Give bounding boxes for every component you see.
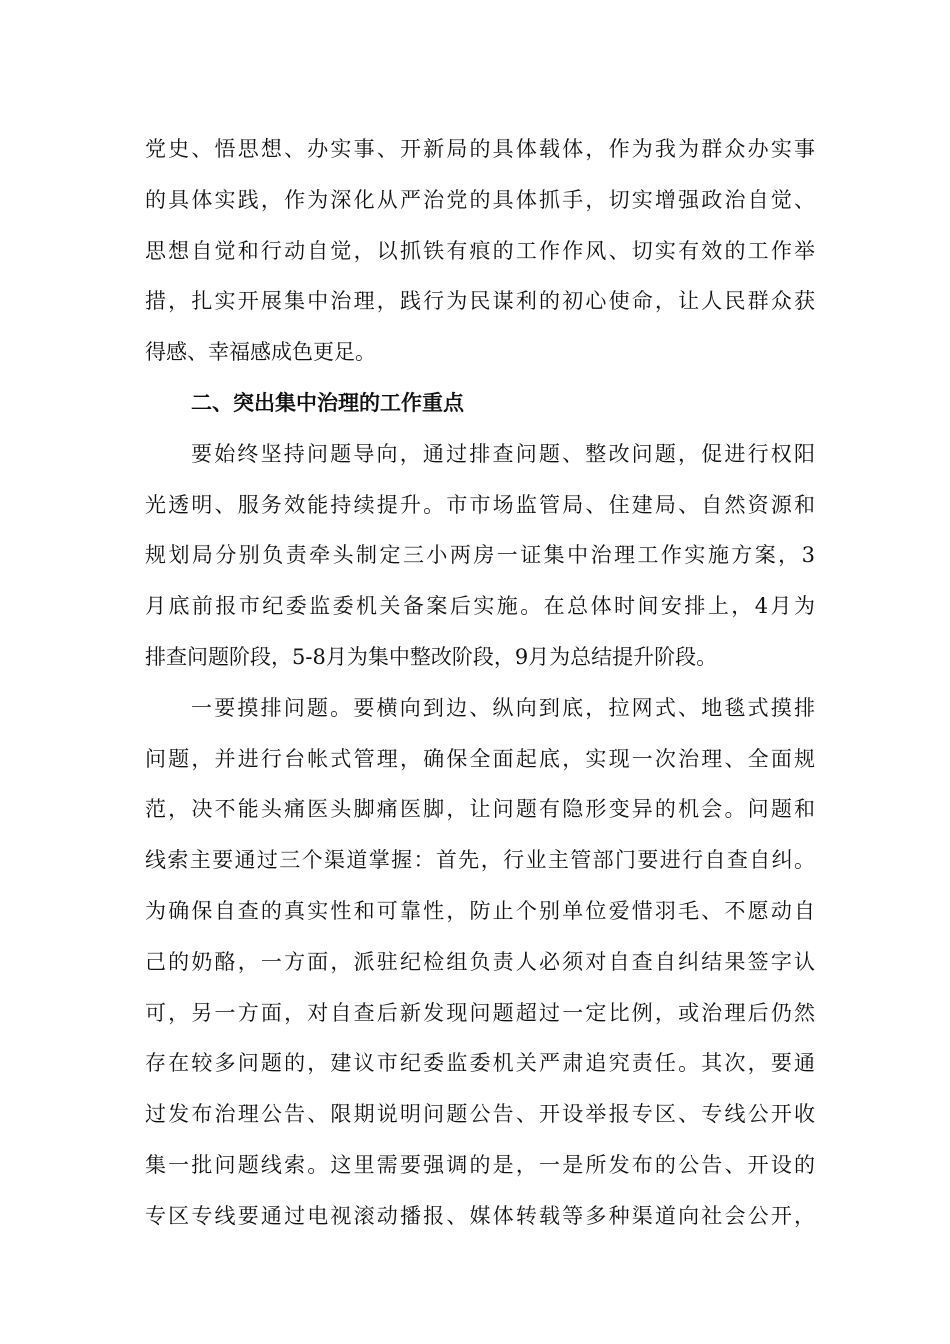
paragraph-line: 要始终坚持问题导向，通过排查问题、整改问题，促进行权阳 — [191, 441, 815, 466]
paragraph-line: 存在较多问题的，建议市纪委监委机关严肃追究责任。其次，要通 — [145, 1051, 815, 1076]
paragraph-line: 规划局分别负责牵头制定三小两房一证集中治理工作实施方案，3 — [145, 543, 815, 568]
paragraph-line: 集一批问题线索。这里需要强调的是，一是所发布的公告、开设的 — [145, 1152, 815, 1177]
paragraph-line: 措，扎实开展集中治理，践行为民谋利的初心使命，让人民群众获 — [145, 289, 815, 314]
paragraph-line: 可，另一方面，对自查后新发现问题超过一定比例，或治理后仍然 — [145, 1000, 815, 1025]
paragraph-line: 党史、悟思想、办实事、开新局的具体载体，作为我为群众办实事 — [145, 137, 815, 161]
paragraph-line: 得感、幸福感成色更足。 — [145, 340, 376, 365]
paragraph-line: 光透明、服务效能持续提升。市市场监管局、住建局、自然资源和 — [145, 492, 815, 517]
paragraph-line: 范，决不能头痛医头脚痛医脚，让问题有隐形变异的机会。问题和 — [145, 797, 815, 822]
paragraph-line: 专区专线要通过电视滚动播报、媒体转载等多种渠道向社会公开， — [145, 1203, 815, 1228]
document-body — [145, 124, 815, 1242]
section-heading: 二、突出集中治理的工作重点 — [191, 390, 464, 415]
paragraph-line: 排查问题阶段，5-8月为集中整改阶段，9月为总结提升阶段。 — [145, 644, 718, 669]
paragraph-line: 思想自觉和行动自觉，以抓铁有痕的工作作风、切实有效的工作举 — [145, 238, 815, 263]
paragraph-line: 一要摸排问题。要横向到边、纵向到底，拉网式、地毯式摸排 — [191, 695, 815, 720]
paragraph-line: 过发布治理公告、限期说明问题公告、开设举报专区、专线公开收 — [145, 1102, 815, 1127]
paragraph-line: 问题，并进行台帐式管理，确保全面起底，实现一次治理、全面规 — [145, 746, 815, 771]
paragraph-line: 为确保自查的真实性和可靠性，防止个别单位爱惜羽毛、不愿动自 — [145, 898, 815, 923]
paragraph-line: 月底前报市纪委监委机关备案后实施。在总体时间安排上，4月为 — [145, 594, 815, 619]
paragraph-line: 线索主要通过三个渠道掌握：首先，行业主管部门要进行自查自纠。 — [145, 848, 815, 873]
paragraph-line: 的具体实践，作为深化从严治党的具体抓手，切实增强政治自觉、 — [145, 187, 815, 212]
paragraph-line: 己的奶酪，一方面，派驻纪检组负责人必须对自查自纠结果签字认 — [145, 949, 815, 974]
